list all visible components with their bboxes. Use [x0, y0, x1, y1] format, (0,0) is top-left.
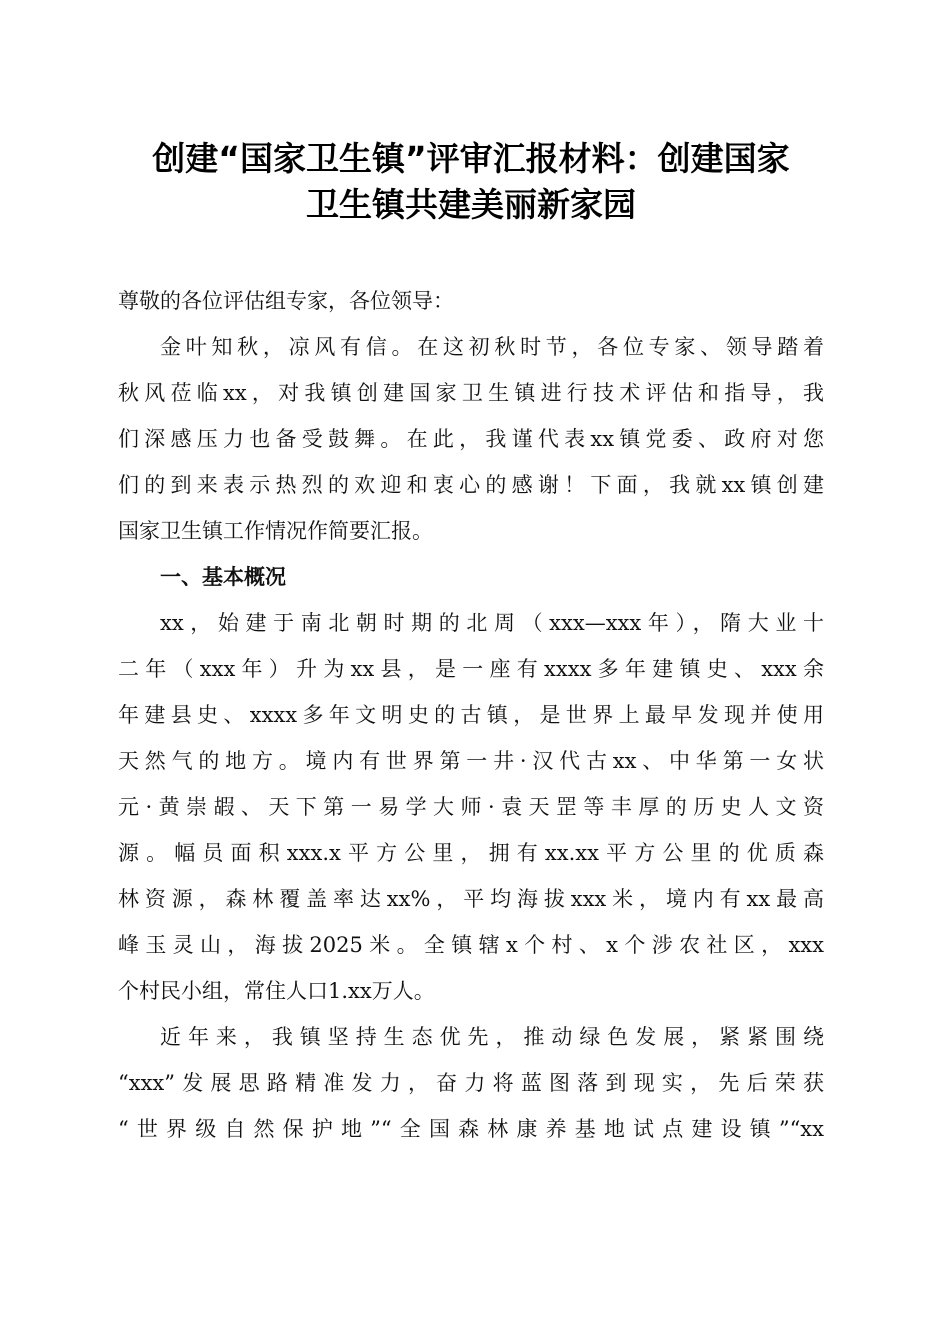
salutation: 尊敬的各位评估组专家，各位领导：	[118, 289, 454, 313]
document-title-line-2: 卫生镇共建美丽新家园	[306, 185, 636, 224]
paragraph-2-line: 年建县史、xxxx多年文明史的古镇，是世界上最早发现并使用	[118, 703, 824, 727]
paragraph-3-line: “世界级自然保护地”“全国森林康养基地试点建设镇”“xx	[118, 1117, 824, 1141]
document-body	[118, 278, 824, 1152]
paragraph-1-line: 秋风莅临xx，对我镇创建国家卫生镇进行技术评估和指导，我	[118, 381, 824, 405]
paragraph-2-line: 林资源，森林覆盖率达xx%，平均海拔xxx米，境内有xx最高	[118, 887, 824, 911]
document-title-line-1: 创建“国家卫生镇”评审汇报材料：创建国家	[152, 139, 790, 178]
paragraph-2-line: 元·黄崇嘏、天下第一易学大师·袁天罡等丰厚的历史人文资	[118, 795, 824, 819]
paragraph-1-line: 国家卫生镇工作情况作简要汇报。	[118, 519, 433, 543]
paragraph-2-line: 天然气的地方。境内有世界第一井·汉代古xx、中华第一女状	[118, 749, 824, 773]
paragraph-2-line: 个村民小组，常住人口1.xx万人。	[118, 979, 435, 1003]
paragraph-2-line: 峰玉灵山，海拔2025米。全镇辖x个村、x个涉农社区，xxx	[118, 933, 824, 957]
paragraph-3-line: 近年来，我镇坚持生态优先，推动绿色发展，紧紧围绕	[160, 1025, 824, 1049]
paragraph-3-line: “xxx”发展思路精准发力，奋力将蓝图落到现实，先后荣获	[118, 1071, 824, 1095]
paragraph-1-line: 们的到来表示热烈的欢迎和衷心的感谢！下面，我就xx镇创建	[118, 473, 824, 497]
paragraph-2-line: 二年（xxx年）升为xx县，是一座有xxxx多年建镇史、xxx余	[118, 657, 824, 681]
paragraph-1-line: 金叶知秋，凉风有信。在这初秋时节，各位专家、领导踏着	[160, 335, 824, 359]
section-heading: 一、基本概况	[160, 565, 286, 589]
paragraph-1-line: 们深感压力也备受鼓舞。在此，我谨代表xx镇党委、政府对您	[118, 427, 824, 451]
paragraph-2-line: xx，始建于南北朝时期的北周（xxx—xxx年），隋大业十	[160, 611, 824, 635]
paragraph-2-line: 源。幅员面积xxx.x平方公里，拥有xx.xx平方公里的优质森	[118, 841, 824, 865]
